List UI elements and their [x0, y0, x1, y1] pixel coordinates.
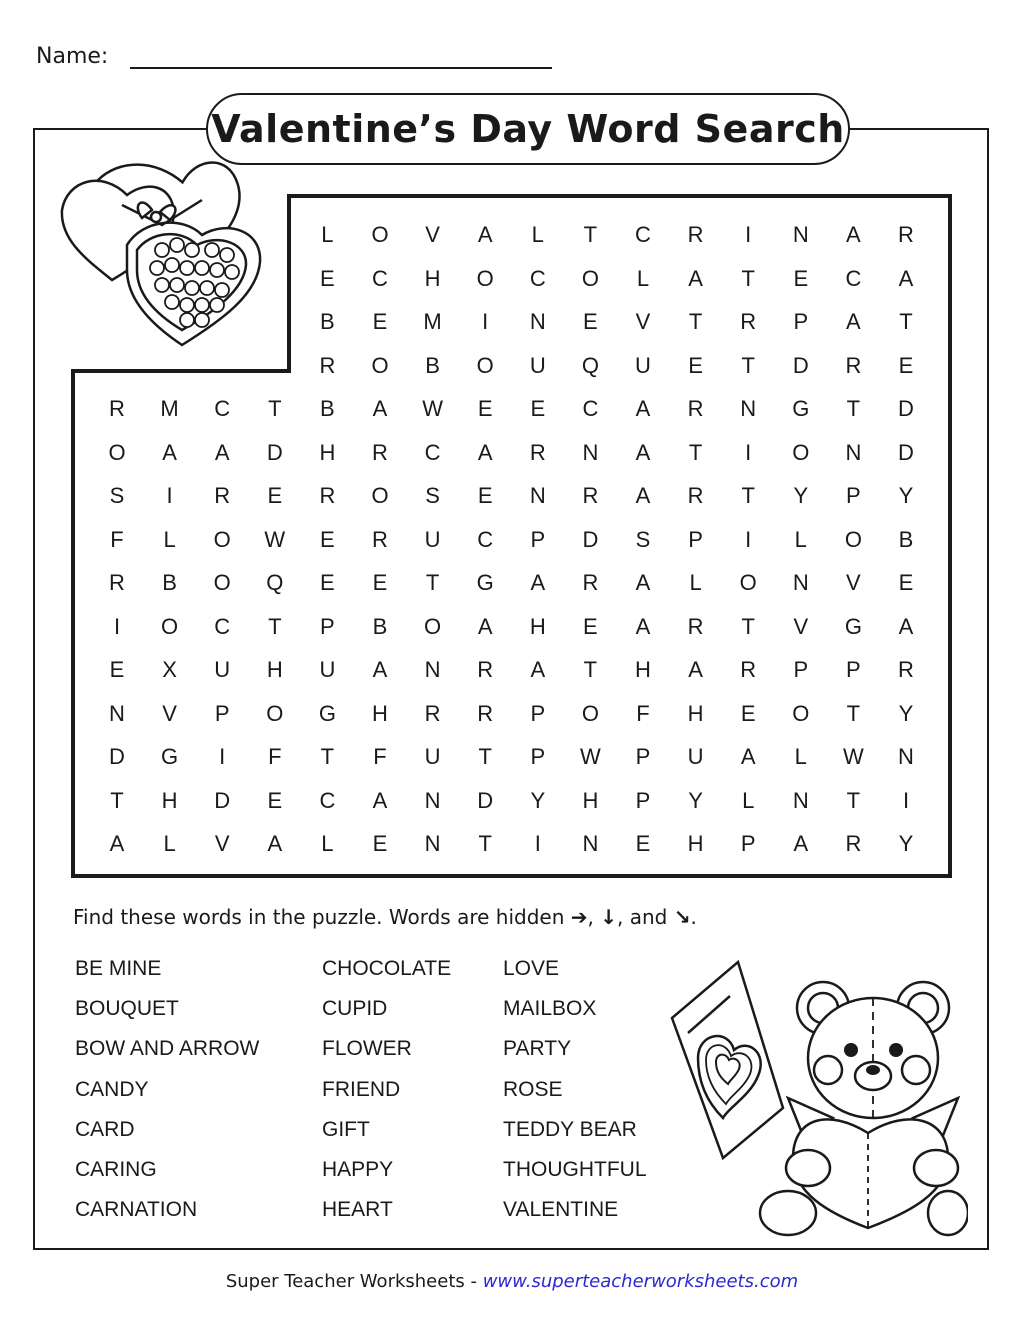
- grid-letter[interactable]: R: [214, 483, 231, 508]
- page-title: Valentine’s Day Word Search: [211, 107, 845, 151]
- grid-letter[interactable]: E: [109, 657, 125, 682]
- grid-letter[interactable]: A: [793, 831, 809, 856]
- grid-letter[interactable]: N: [529, 483, 546, 508]
- grid-letter[interactable]: H: [372, 700, 388, 726]
- grid-letter[interactable]: R: [582, 483, 599, 508]
- grid-letter[interactable]: H: [161, 787, 178, 813]
- grid-letter[interactable]: Y: [530, 787, 546, 813]
- grid-letter[interactable]: R: [424, 700, 441, 726]
- grid-letter[interactable]: A: [635, 439, 651, 465]
- grid-letter[interactable]: A: [688, 657, 703, 682]
- grid-letter[interactable]: I: [745, 439, 752, 465]
- grid-letter[interactable]: U: [424, 744, 441, 769]
- grid-letter[interactable]: O: [161, 613, 179, 639]
- grid-letter[interactable]: C: [214, 613, 231, 639]
- grid-letter[interactable]: S: [109, 483, 125, 508]
- word-list-item: HEART: [322, 1198, 393, 1222]
- grid-letter[interactable]: V: [846, 570, 861, 595]
- grid-letter[interactable]: N: [582, 831, 599, 856]
- grid-letter[interactable]: A: [477, 439, 493, 465]
- grid-letter[interactable]: P: [320, 613, 335, 639]
- grid-letter[interactable]: C: [582, 396, 599, 421]
- grid-letter[interactable]: A: [635, 396, 651, 421]
- grid-letter[interactable]: A: [109, 831, 125, 856]
- grid-letter[interactable]: D: [477, 787, 494, 813]
- grid-letter[interactable]: W: [422, 396, 443, 421]
- grid-letter[interactable]: D: [898, 396, 914, 421]
- grid-letter[interactable]: L: [794, 744, 807, 769]
- word-list-item: MAILBOX: [503, 997, 597, 1021]
- grid-letter[interactable]: F: [268, 744, 282, 769]
- grid-letter[interactable]: O: [213, 526, 231, 552]
- word-list-item: VALENTINE: [503, 1198, 619, 1222]
- footer-link[interactable]: www.superteacherworksheets.com: [482, 1271, 799, 1292]
- name-label: Name:: [36, 44, 109, 69]
- grid-letter[interactable]: C: [477, 526, 494, 552]
- grid-letter[interactable]: F: [373, 744, 387, 769]
- grid-letter[interactable]: P: [635, 744, 651, 769]
- word-list-item: CHOCOLATE: [322, 957, 452, 980]
- grid-letter[interactable]: R: [372, 526, 388, 552]
- grid-letter[interactable]: P: [740, 831, 756, 856]
- grid-letter[interactable]: M: [423, 309, 442, 334]
- grid-letter[interactable]: E: [530, 396, 546, 421]
- word-list-item: PARTY: [503, 1037, 572, 1061]
- grid-letter[interactable]: I: [902, 787, 910, 813]
- word-list-item: CANDY: [75, 1077, 149, 1101]
- grid-letter[interactable]: S: [635, 526, 651, 552]
- grid-letter[interactable]: N: [792, 787, 809, 813]
- grid-letter[interactable]: G: [792, 396, 810, 421]
- grid-letter[interactable]: N: [845, 439, 862, 465]
- grid-letter[interactable]: Y: [898, 700, 914, 726]
- grid-letter[interactable]: N: [424, 831, 441, 856]
- grid-letter[interactable]: T: [425, 570, 440, 595]
- grid-letter[interactable]: H: [319, 439, 336, 465]
- grid-letter[interactable]: U: [214, 657, 231, 682]
- grid-letter[interactable]: P: [793, 309, 809, 334]
- grid-letter[interactable]: D: [214, 787, 231, 813]
- grid-letter[interactable]: H: [266, 657, 283, 682]
- grid-letter[interactable]: A: [846, 222, 861, 247]
- grid-letter[interactable]: E: [267, 483, 283, 508]
- grid-letter[interactable]: A: [267, 831, 283, 856]
- grid-letter[interactable]: U: [529, 352, 546, 378]
- grid-letter[interactable]: A: [372, 396, 388, 421]
- grid-letter[interactable]: E: [635, 831, 651, 856]
- grid-letter[interactable]: A: [477, 222, 493, 247]
- grid-letter[interactable]: G: [318, 700, 336, 726]
- grid-letter[interactable]: Y: [898, 831, 914, 856]
- grid-letter[interactable]: T: [846, 787, 861, 813]
- grid-letter[interactable]: O: [213, 570, 231, 595]
- grid-letter[interactable]: A: [635, 483, 651, 508]
- grid-letter[interactable]: T: [688, 309, 703, 334]
- arrow-down-icon: ↓: [600, 905, 617, 929]
- instructions: [73, 905, 697, 929]
- grid-letter[interactable]: A: [898, 613, 914, 639]
- grid-letter[interactable]: A: [530, 657, 546, 682]
- grid-letter[interactable]: R: [898, 657, 914, 682]
- grid-letter[interactable]: N: [424, 787, 441, 813]
- grid-letter[interactable]: O: [792, 439, 810, 465]
- grid-letter[interactable]: A: [372, 787, 388, 813]
- grid-letter[interactable]: R: [529, 439, 546, 465]
- grid-letter[interactable]: C: [529, 265, 546, 291]
- grid-letter[interactable]: S: [425, 483, 440, 508]
- word-list-item: BE MINE: [75, 957, 162, 980]
- grid-letter[interactable]: P: [635, 787, 651, 813]
- grid-letter[interactable]: N: [109, 700, 125, 726]
- grid-letter[interactable]: Y: [793, 483, 809, 508]
- grid-letter[interactable]: T: [583, 657, 598, 682]
- grid-letter[interactable]: L: [794, 526, 807, 552]
- grid-letter[interactable]: R: [845, 831, 862, 856]
- grid-letter[interactable]: G: [476, 570, 494, 595]
- grid-letter[interactable]: R: [319, 352, 336, 378]
- grid-letter[interactable]: R: [687, 613, 704, 639]
- grid-letter[interactable]: H: [635, 657, 651, 682]
- grid-letter[interactable]: N: [582, 439, 599, 465]
- grid-letter[interactable]: A: [214, 439, 230, 465]
- grid-letter[interactable]: P: [793, 657, 809, 682]
- grid-letter[interactable]: G: [161, 744, 179, 769]
- grid-letter[interactable]: O: [476, 352, 494, 378]
- grid-letter[interactable]: D: [582, 526, 599, 552]
- grid-letter[interactable]: I: [482, 309, 489, 334]
- grid-letter[interactable]: E: [688, 352, 703, 378]
- grid-letter[interactable]: L: [689, 570, 702, 595]
- grid-letter[interactable]: N: [424, 657, 441, 682]
- grid-letter[interactable]: T: [741, 265, 755, 291]
- grid-letter[interactable]: P: [530, 700, 546, 726]
- grid-letter[interactable]: B: [425, 352, 440, 378]
- grid-letter[interactable]: U: [424, 526, 441, 552]
- grid-letter[interactable]: A: [635, 613, 651, 639]
- grid-letter[interactable]: E: [477, 396, 493, 421]
- grid-letter[interactable]: E: [372, 309, 388, 334]
- word-list-item: ROSE: [503, 1077, 563, 1101]
- grid-letter[interactable]: O: [108, 439, 126, 465]
- grid-letter[interactable]: L: [163, 831, 176, 856]
- word-list-item: CARING: [75, 1158, 157, 1181]
- grid-letter[interactable]: V: [162, 700, 177, 726]
- grid-letter[interactable]: R: [687, 222, 704, 247]
- grid-letter[interactable]: E: [583, 613, 598, 639]
- grid-letter[interactable]: V: [425, 222, 440, 247]
- grid-letter[interactable]: I: [113, 613, 121, 639]
- grid-letter[interactable]: C: [845, 265, 862, 291]
- grid-letter[interactable]: T: [268, 613, 282, 639]
- grid-letter[interactable]: R: [845, 352, 862, 378]
- grid-letter[interactable]: G: [844, 613, 862, 639]
- grid-letter[interactable]: O: [581, 700, 599, 726]
- grid-letter[interactable]: O: [739, 570, 757, 595]
- grid-letter[interactable]: T: [741, 352, 755, 378]
- grid-letter[interactable]: E: [320, 526, 335, 552]
- grid-letter[interactable]: H: [687, 831, 704, 856]
- grid-letter[interactable]: L: [531, 222, 544, 247]
- grid-letter[interactable]: T: [268, 396, 282, 421]
- grid-letter[interactable]: T: [741, 613, 755, 639]
- grid-letter[interactable]: P: [214, 700, 230, 726]
- grid-letter[interactable]: W: [843, 744, 864, 769]
- grid-letter[interactable]: R: [319, 483, 336, 508]
- grid-letter[interactable]: C: [372, 265, 388, 291]
- grid-letter[interactable]: N: [792, 222, 809, 247]
- word-list-item: LOVE: [503, 957, 560, 980]
- grid-letter[interactable]: C: [424, 439, 441, 465]
- grid-letter[interactable]: O: [371, 222, 389, 247]
- grid-letter[interactable]: W: [580, 744, 601, 769]
- grid-letter[interactable]: E: [267, 787, 283, 813]
- word-list-item: BOW AND ARROW: [75, 1037, 260, 1061]
- grid-letter[interactable]: I: [745, 526, 752, 552]
- word-list-item: TEDDY BEAR: [503, 1117, 637, 1141]
- grid-letter[interactable]: H: [687, 700, 704, 726]
- arrow-right-icon: ➔: [570, 905, 588, 929]
- grid-letter[interactable]: X: [162, 657, 177, 682]
- grid-letter[interactable]: W: [264, 526, 286, 552]
- grid-letter[interactable]: R: [740, 657, 757, 682]
- grid-letter[interactable]: U: [319, 657, 336, 682]
- grid-letter[interactable]: O: [792, 700, 810, 726]
- grid-letter[interactable]: T: [688, 439, 703, 465]
- grid-letter[interactable]: L: [163, 526, 176, 552]
- grid-letter[interactable]: I: [745, 222, 752, 247]
- grid-letter[interactable]: E: [372, 570, 388, 595]
- grid-letter[interactable]: O: [844, 526, 862, 552]
- word-list-item: THOUGHTFUL: [503, 1158, 647, 1181]
- grid-letter[interactable]: N: [792, 570, 809, 595]
- grid-letter[interactable]: P: [530, 526, 546, 552]
- word-list-item: FLOWER: [322, 1037, 412, 1061]
- grid-letter[interactable]: L: [321, 831, 334, 856]
- grid-letter[interactable]: P: [846, 657, 861, 682]
- grid-letter[interactable]: O: [476, 265, 494, 291]
- grid-letter[interactable]: H: [582, 787, 599, 813]
- grid-letter[interactable]: L: [321, 222, 334, 247]
- grid-letter[interactable]: T: [478, 744, 492, 769]
- grid-letter[interactable]: R: [109, 396, 125, 421]
- grid-letter[interactable]: A: [162, 439, 177, 465]
- word-list-item: GIFT: [322, 1117, 370, 1141]
- instructions-sep: ,: [587, 905, 594, 929]
- grid-letter[interactable]: D: [792, 352, 809, 378]
- grid-letter[interactable]: Q: [581, 352, 599, 378]
- word-list-item: CARNATION: [75, 1198, 198, 1222]
- grid-letter[interactable]: P: [688, 526, 703, 552]
- teddy-bear-valentine-card-icon: [668, 958, 968, 1240]
- grid-letter[interactable]: R: [740, 309, 757, 334]
- grid-letter[interactable]: B: [372, 613, 388, 639]
- grid-letter[interactable]: I: [166, 483, 173, 508]
- grid-letter[interactable]: N: [898, 744, 914, 769]
- grid-letter[interactable]: N: [740, 396, 757, 421]
- grid-letter[interactable]: F: [636, 700, 650, 726]
- grid-letter[interactable]: T: [899, 309, 913, 334]
- arrow-diagonal-icon: ↘: [673, 905, 691, 929]
- grid-letter[interactable]: U: [687, 744, 704, 769]
- grid-letter[interactable]: A: [530, 570, 546, 595]
- grid-letter[interactable]: T: [583, 222, 598, 247]
- grid-letter[interactable]: A: [740, 744, 756, 769]
- grid-letter[interactable]: A: [688, 265, 703, 291]
- word-list-item: BOUQUET: [75, 997, 179, 1021]
- grid-letter[interactable]: E: [898, 352, 914, 378]
- grid-letter[interactable]: Q: [266, 570, 284, 595]
- grid-letter[interactable]: P: [530, 744, 546, 769]
- grid-letter[interactable]: R: [372, 439, 388, 465]
- grid-letter[interactable]: B: [320, 396, 335, 421]
- grid-letter[interactable]: A: [372, 657, 388, 682]
- grid-letter[interactable]: V: [793, 613, 809, 639]
- grid-letter[interactable]: D: [109, 744, 125, 769]
- grid-letter[interactable]: R: [898, 222, 914, 247]
- grid-letter[interactable]: Y: [688, 787, 703, 813]
- grid-letter[interactable]: R: [687, 483, 704, 508]
- grid-letter[interactable]: E: [583, 309, 598, 334]
- footer-text: Super Teacher Worksheets -: [225, 1271, 483, 1292]
- grid-letter[interactable]: I: [534, 831, 541, 856]
- grid-letter[interactable]: E: [372, 831, 388, 856]
- grid-letter[interactable]: R: [687, 396, 704, 421]
- grid-letter[interactable]: C: [214, 396, 231, 421]
- grid-letter[interactable]: A: [898, 265, 914, 291]
- grid-letter[interactable]: O: [581, 265, 599, 291]
- grid-letter[interactable]: R: [109, 570, 125, 595]
- grid-letter[interactable]: O: [371, 352, 389, 378]
- instructions-end: .: [690, 905, 697, 929]
- word-list-item: HAPPY: [322, 1158, 394, 1181]
- grid-letter[interactable]: F: [110, 526, 124, 552]
- grid-letter[interactable]: D: [266, 439, 283, 465]
- grid-letter[interactable]: N: [529, 309, 546, 334]
- grid-letter[interactable]: E: [793, 265, 809, 291]
- grid-letter[interactable]: R: [582, 570, 599, 595]
- heart-candy-box-icon: [52, 150, 274, 360]
- grid-letter[interactable]: U: [635, 352, 651, 378]
- grid-letter[interactable]: V: [635, 309, 651, 334]
- grid-letter[interactable]: B: [320, 309, 335, 334]
- grid-letter[interactable]: E: [320, 570, 335, 595]
- footer: [0, 1271, 1024, 1292]
- grid-letter[interactable]: T: [320, 744, 335, 769]
- grid-letter[interactable]: H: [529, 613, 546, 639]
- grid-letter[interactable]: B: [162, 570, 177, 595]
- instructions-text: Find these words in the puzzle. Words are hidden: [73, 905, 565, 929]
- instructions-sep: , and: [617, 905, 668, 929]
- grid-letter[interactable]: E: [898, 570, 914, 595]
- grid-letter[interactable]: I: [219, 744, 226, 769]
- grid-letter[interactable]: L: [742, 787, 755, 813]
- grid-letter[interactable]: A: [477, 613, 493, 639]
- word-list-item: CUPID: [322, 997, 388, 1021]
- grid-letter[interactable]: E: [320, 265, 335, 291]
- grid-letter[interactable]: T: [110, 787, 124, 813]
- grid-letter[interactable]: A: [846, 309, 861, 334]
- grid-letter[interactable]: O: [371, 483, 389, 508]
- grid-letter[interactable]: Y: [898, 483, 914, 508]
- word-list-item: FRIEND: [322, 1077, 401, 1101]
- grid-letter[interactable]: C: [319, 787, 336, 813]
- grid-letter[interactable]: O: [424, 613, 442, 639]
- grid-letter[interactable]: R: [477, 700, 494, 726]
- grid-letter[interactable]: P: [846, 483, 861, 508]
- grid-letter[interactable]: O: [266, 700, 284, 726]
- grid-letter[interactable]: T: [846, 396, 861, 421]
- grid-letter[interactable]: E: [740, 700, 756, 726]
- grid-letter[interactable]: V: [214, 831, 230, 856]
- grid-letter[interactable]: T: [846, 700, 861, 726]
- grid-letter[interactable]: A: [635, 570, 651, 595]
- grid-letter[interactable]: M: [160, 396, 179, 421]
- grid-letter[interactable]: L: [636, 265, 650, 291]
- grid-letter[interactable]: T: [741, 483, 755, 508]
- grid-letter[interactable]: C: [635, 222, 651, 247]
- grid-letter[interactable]: R: [477, 657, 494, 682]
- grid-letter[interactable]: T: [478, 831, 492, 856]
- grid-letter[interactable]: D: [898, 439, 914, 465]
- grid-letter[interactable]: E: [477, 483, 493, 508]
- grid-letter[interactable]: B: [898, 526, 914, 552]
- grid-letter[interactable]: H: [424, 265, 441, 291]
- word-list-item: CARD: [75, 1117, 135, 1141]
